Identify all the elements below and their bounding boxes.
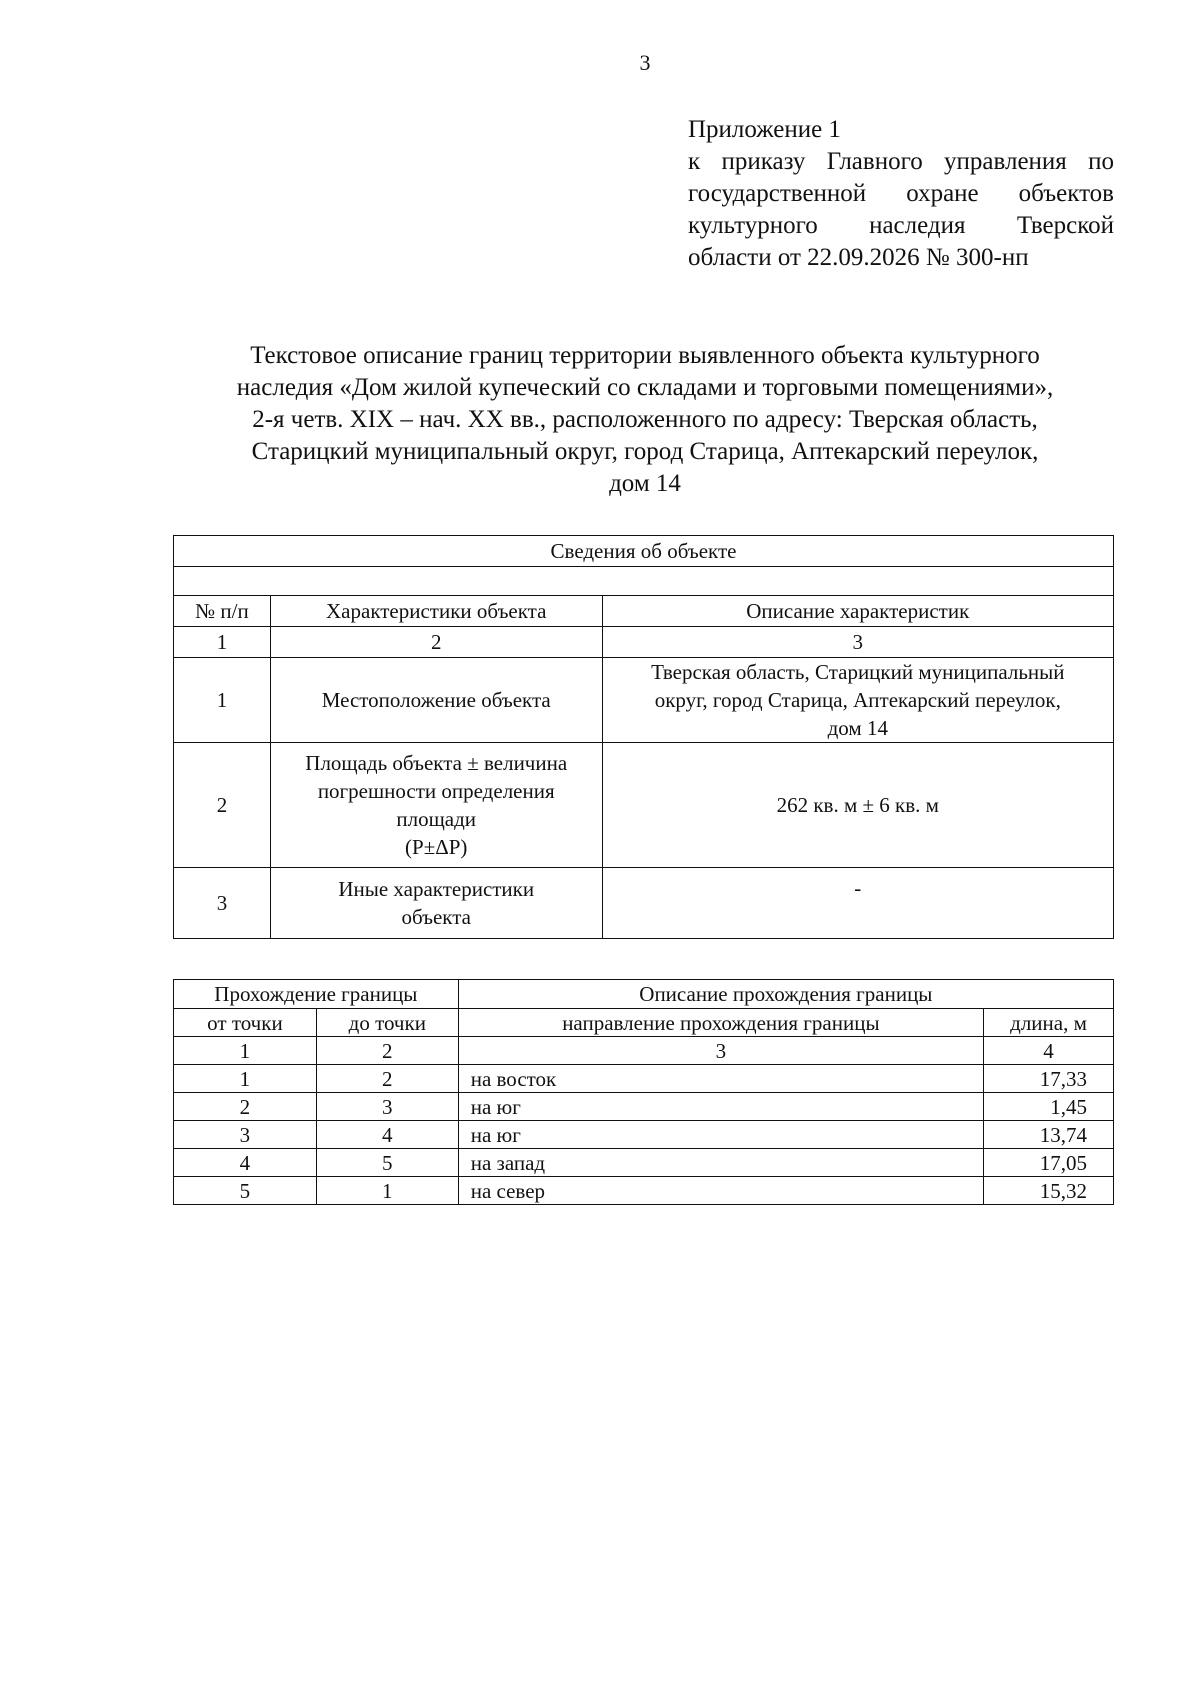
to-point: 5 (316, 1149, 458, 1177)
column-header: Описание прохождения границы (458, 980, 1113, 1009)
length: 13,74 (984, 1121, 1114, 1149)
column-number: 1 (174, 1037, 317, 1065)
column-header: от точки (174, 1009, 317, 1037)
name-line: площади (396, 807, 477, 831)
table-row (174, 1065, 1114, 1093)
characteristic-name (270, 868, 602, 939)
column-number: 1 (174, 627, 271, 658)
column-header: направление прохождения границы (458, 1009, 983, 1037)
length: 17,05 (984, 1149, 1114, 1177)
row-number: 2 (174, 743, 271, 868)
characteristic-description (602, 658, 1113, 743)
to-point: 1 (316, 1177, 458, 1205)
column-number: 3 (602, 627, 1113, 658)
column-header: № п/п (174, 596, 271, 627)
table-subheader-row (174, 1009, 1114, 1037)
table-row (174, 868, 1114, 939)
from-point: 3 (174, 1121, 317, 1149)
column-header: до точки (316, 1009, 458, 1037)
table-row (174, 1149, 1114, 1177)
table-header-row (174, 980, 1114, 1009)
characteristic-description: - (602, 868, 1113, 939)
object-info-table (173, 535, 1114, 939)
appendix-line: к приказу Главного управления по (688, 148, 1114, 175)
table-caption: Сведения об объекте (174, 536, 1114, 567)
row-number: 3 (174, 868, 271, 939)
column-number: 3 (458, 1037, 983, 1065)
to-point: 3 (316, 1093, 458, 1121)
boundary-route-table (173, 979, 1114, 1205)
blank-row (174, 567, 1114, 596)
appendix-block (688, 114, 1114, 274)
column-number: 2 (270, 627, 602, 658)
length: 17,33 (984, 1065, 1114, 1093)
table-row (174, 743, 1114, 868)
table-row (174, 1093, 1114, 1121)
direction: на запад (458, 1149, 983, 1177)
column-number-row (174, 627, 1114, 658)
name-line: Площадь объекта ± величина (305, 751, 568, 775)
from-point: 1 (174, 1065, 317, 1093)
table-header-row (174, 596, 1114, 627)
to-point: 4 (316, 1121, 458, 1149)
column-header: Характеристики объекта (270, 596, 602, 627)
from-point: 2 (174, 1093, 317, 1121)
name-line: объекта (401, 905, 471, 929)
title-line: Старицкий муниципальный округ, город Старица, Аптекарский переулок, (251, 438, 1039, 465)
appendix-line: культурного наследия Тверской (688, 212, 1114, 239)
from-point: 5 (174, 1177, 317, 1205)
appendix-line: Приложение 1 (688, 116, 841, 143)
desc-line: дом 14 (827, 716, 888, 740)
name-line: погрешности определения (317, 779, 555, 803)
table-row (174, 1121, 1114, 1149)
table-row (174, 658, 1114, 743)
length: 1,45 (984, 1093, 1114, 1121)
desc-line: Тверская область, Старицкий муниципальный (651, 660, 1065, 684)
column-number: 4 (984, 1037, 1114, 1065)
row-number: 1 (174, 658, 271, 743)
column-number-row (174, 1037, 1114, 1065)
direction: на юг (458, 1093, 983, 1121)
direction: на юг (458, 1121, 983, 1149)
title-line: наследия «Дом жилой купеческий со складами и торговыми помещениями», (236, 374, 1054, 401)
column-header: длина, м (984, 1009, 1114, 1037)
characteristic-name (270, 743, 602, 868)
name-line: Иные характеристики (338, 877, 535, 901)
direction: на север (458, 1177, 983, 1205)
name-line: (P±ΔP) (405, 835, 468, 859)
page-number: 3 (639, 50, 651, 75)
length: 15,32 (984, 1177, 1114, 1205)
from-point: 4 (174, 1149, 317, 1177)
to-point: 2 (316, 1065, 458, 1093)
appendix-line: области от 22.09.2026 № 300-нп (688, 244, 1029, 271)
column-header: Описание характеристик (602, 596, 1113, 627)
title-line: дом 14 (609, 470, 681, 497)
characteristic-description: 262 кв. м ± 6 кв. м (602, 743, 1113, 868)
column-number: 2 (316, 1037, 458, 1065)
column-header: Прохождение границы (174, 980, 459, 1009)
direction: на восток (458, 1065, 983, 1093)
document-title (170, 340, 1120, 500)
table-row (174, 1177, 1114, 1205)
appendix-line: государственной охране объектов (688, 180, 1114, 207)
title-line: Текстовое описание границ территории выявленного объекта культурного (250, 342, 1040, 369)
desc-line: округ, город Старица, Аптекарский переулок, (654, 688, 1061, 712)
characteristic-name: Местоположение объекта (270, 658, 602, 743)
title-line: 2-я четв. XIX – нач. XX вв., расположенного по адресу: Тверская область, (252, 406, 1038, 433)
